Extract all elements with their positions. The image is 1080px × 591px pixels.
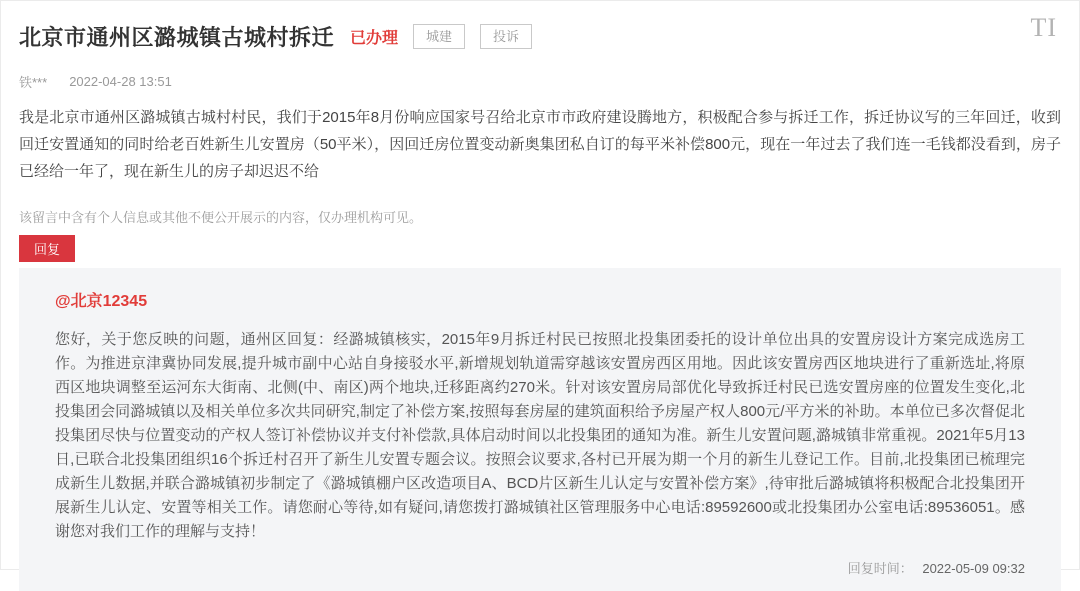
reply-time-label: 回复时间：: [847, 561, 913, 576]
author-name: 铁***: [19, 75, 48, 90]
page-title: 北京市通州区潞城镇古城村拆迁: [19, 25, 335, 50]
tag-type[interactable]: 投诉: [480, 24, 532, 49]
responder-name: @北京12345: [55, 293, 148, 310]
post-time: 2022-04-28 13:51: [69, 74, 172, 89]
header: [19, 1, 1061, 52]
reply-time-row: [55, 558, 1025, 577]
privacy-notice: 该留言中含有个人信息或其他不便公开展示的内容，仅办理机构可见。: [19, 210, 423, 225]
tag-category[interactable]: 城建: [413, 24, 465, 49]
author-row: [19, 72, 1061, 91]
post-body: 我是北京市通州区潞城镇古城村村民，我们于2015年8月份响应国家号召给北京市市政府建设腾地方，积极配合参与拆迁工作，拆迁协议写的三年回迁，收到回迁安置通知的同时给老百姓新生儿安置房（50平米），因回迁房位置变动新奥集团私自订的每平米补偿800元，现在一年过去了我们连一毛钱都没看到，房子已经给一年了，现在新生儿的房子却迟迟不给: [19, 109, 1061, 180]
reply-body: 您好，关于您反映的问题，通州区回复：经潞城镇核实，2015年9月拆迁村民已按照北投集团委托的设计单位出具的安置房设计方案完成选房工作。为推进京津冀协同发展,提升城市副中心站自身接驳水平,新增规划轨道需穿越该安置房西区用地。因此该安置房西区地块进行了重新选址,将原西区地块调整至运河东大街南、北侧(中、南区)两个地块,迁移距离约270米。针对该安置房局部优化导致拆迁村民已选安置房座的位置发生变化,北投集团会同潞城镇以及相关单位多次共同研究,制定了补偿方案,按照每套房屋的建筑面积给予房屋产权人800元/平方米的补助。本单位已多次督促北投集团尽快与位置变动的产权人签订补偿协议并支付补偿款,具体启动时间以北投集团的通知为准。新生儿安置问题,潞城镇非常重视。2021年5月13日,已联合北投集团组织16个拆迁村召开了新生儿安置专题会议。按照会议要求,各村已开展为期一个月的新生儿登记工作。目前,北投集团已梳理完成新生儿数据,并联合潞城镇初步制定了《潞城镇棚户区改造项目A、BCD片区新生儿认定与安置补偿方案》,待审批后潞城镇将积极配合北投集团开展新生儿认定、安置等相关工作。请您耐心等待,如有疑问,请您拨打潞城镇社区管理服务中心电话:89592600或北投集团办公室电话:89536051。感谢您对我们工作的理解与支持！: [55, 331, 1025, 540]
status-badge: 已办理: [350, 30, 399, 47]
official-reply-box: [19, 268, 1061, 591]
reply-button[interactable]: 回复: [19, 235, 75, 262]
reply-time-value: 2022-05-09 09:32: [922, 561, 1025, 576]
site-watermark-logo: TI: [1030, 13, 1057, 42]
